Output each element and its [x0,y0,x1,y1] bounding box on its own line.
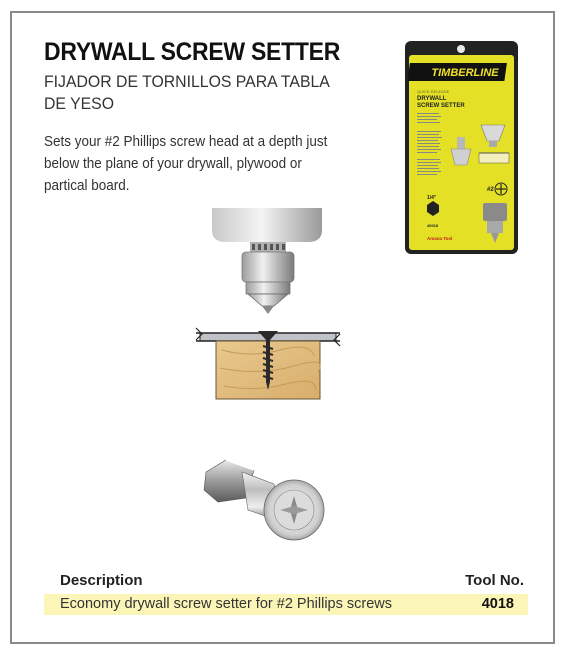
row-description: Economy drywall screw setter for #2 Phillips screws [60,596,392,612]
table-header-tool-no: Tool No. [465,572,524,589]
package-sku: 40018 [427,223,439,228]
row-tool-no: 4018 [481,596,514,612]
page-title: DRYWALL SCREW SETTER [44,38,341,66]
package-brand: TIMBERLINE [431,67,499,79]
screw-setter-bit [242,252,294,314]
table-row [44,594,528,615]
phillips-icon [495,183,507,195]
table-header-description: Description [60,572,143,589]
package-image [405,41,518,254]
package-phillips: #2 [487,187,494,193]
product-description: Sets your #2 Phillips screw head at a depth just below the plane of your drywall, plywood or partical board. [44,134,328,194]
package-name-line1: DRYWALL [417,96,447,102]
page-subtitle: FIJADOR DE TORNILLOS PARA TABLA DE YESO [44,72,329,113]
drill-setter-illustration [190,200,350,410]
package-size: 1/4" [427,195,437,201]
drill-chuck [212,208,322,252]
package-maker: Amana Tool [427,236,453,241]
package-tag: QUICK RELEASE [417,89,450,94]
product-photo [196,450,331,545]
package-name-line2: SCREW SETTER [417,103,465,109]
setter-body [242,472,324,540]
